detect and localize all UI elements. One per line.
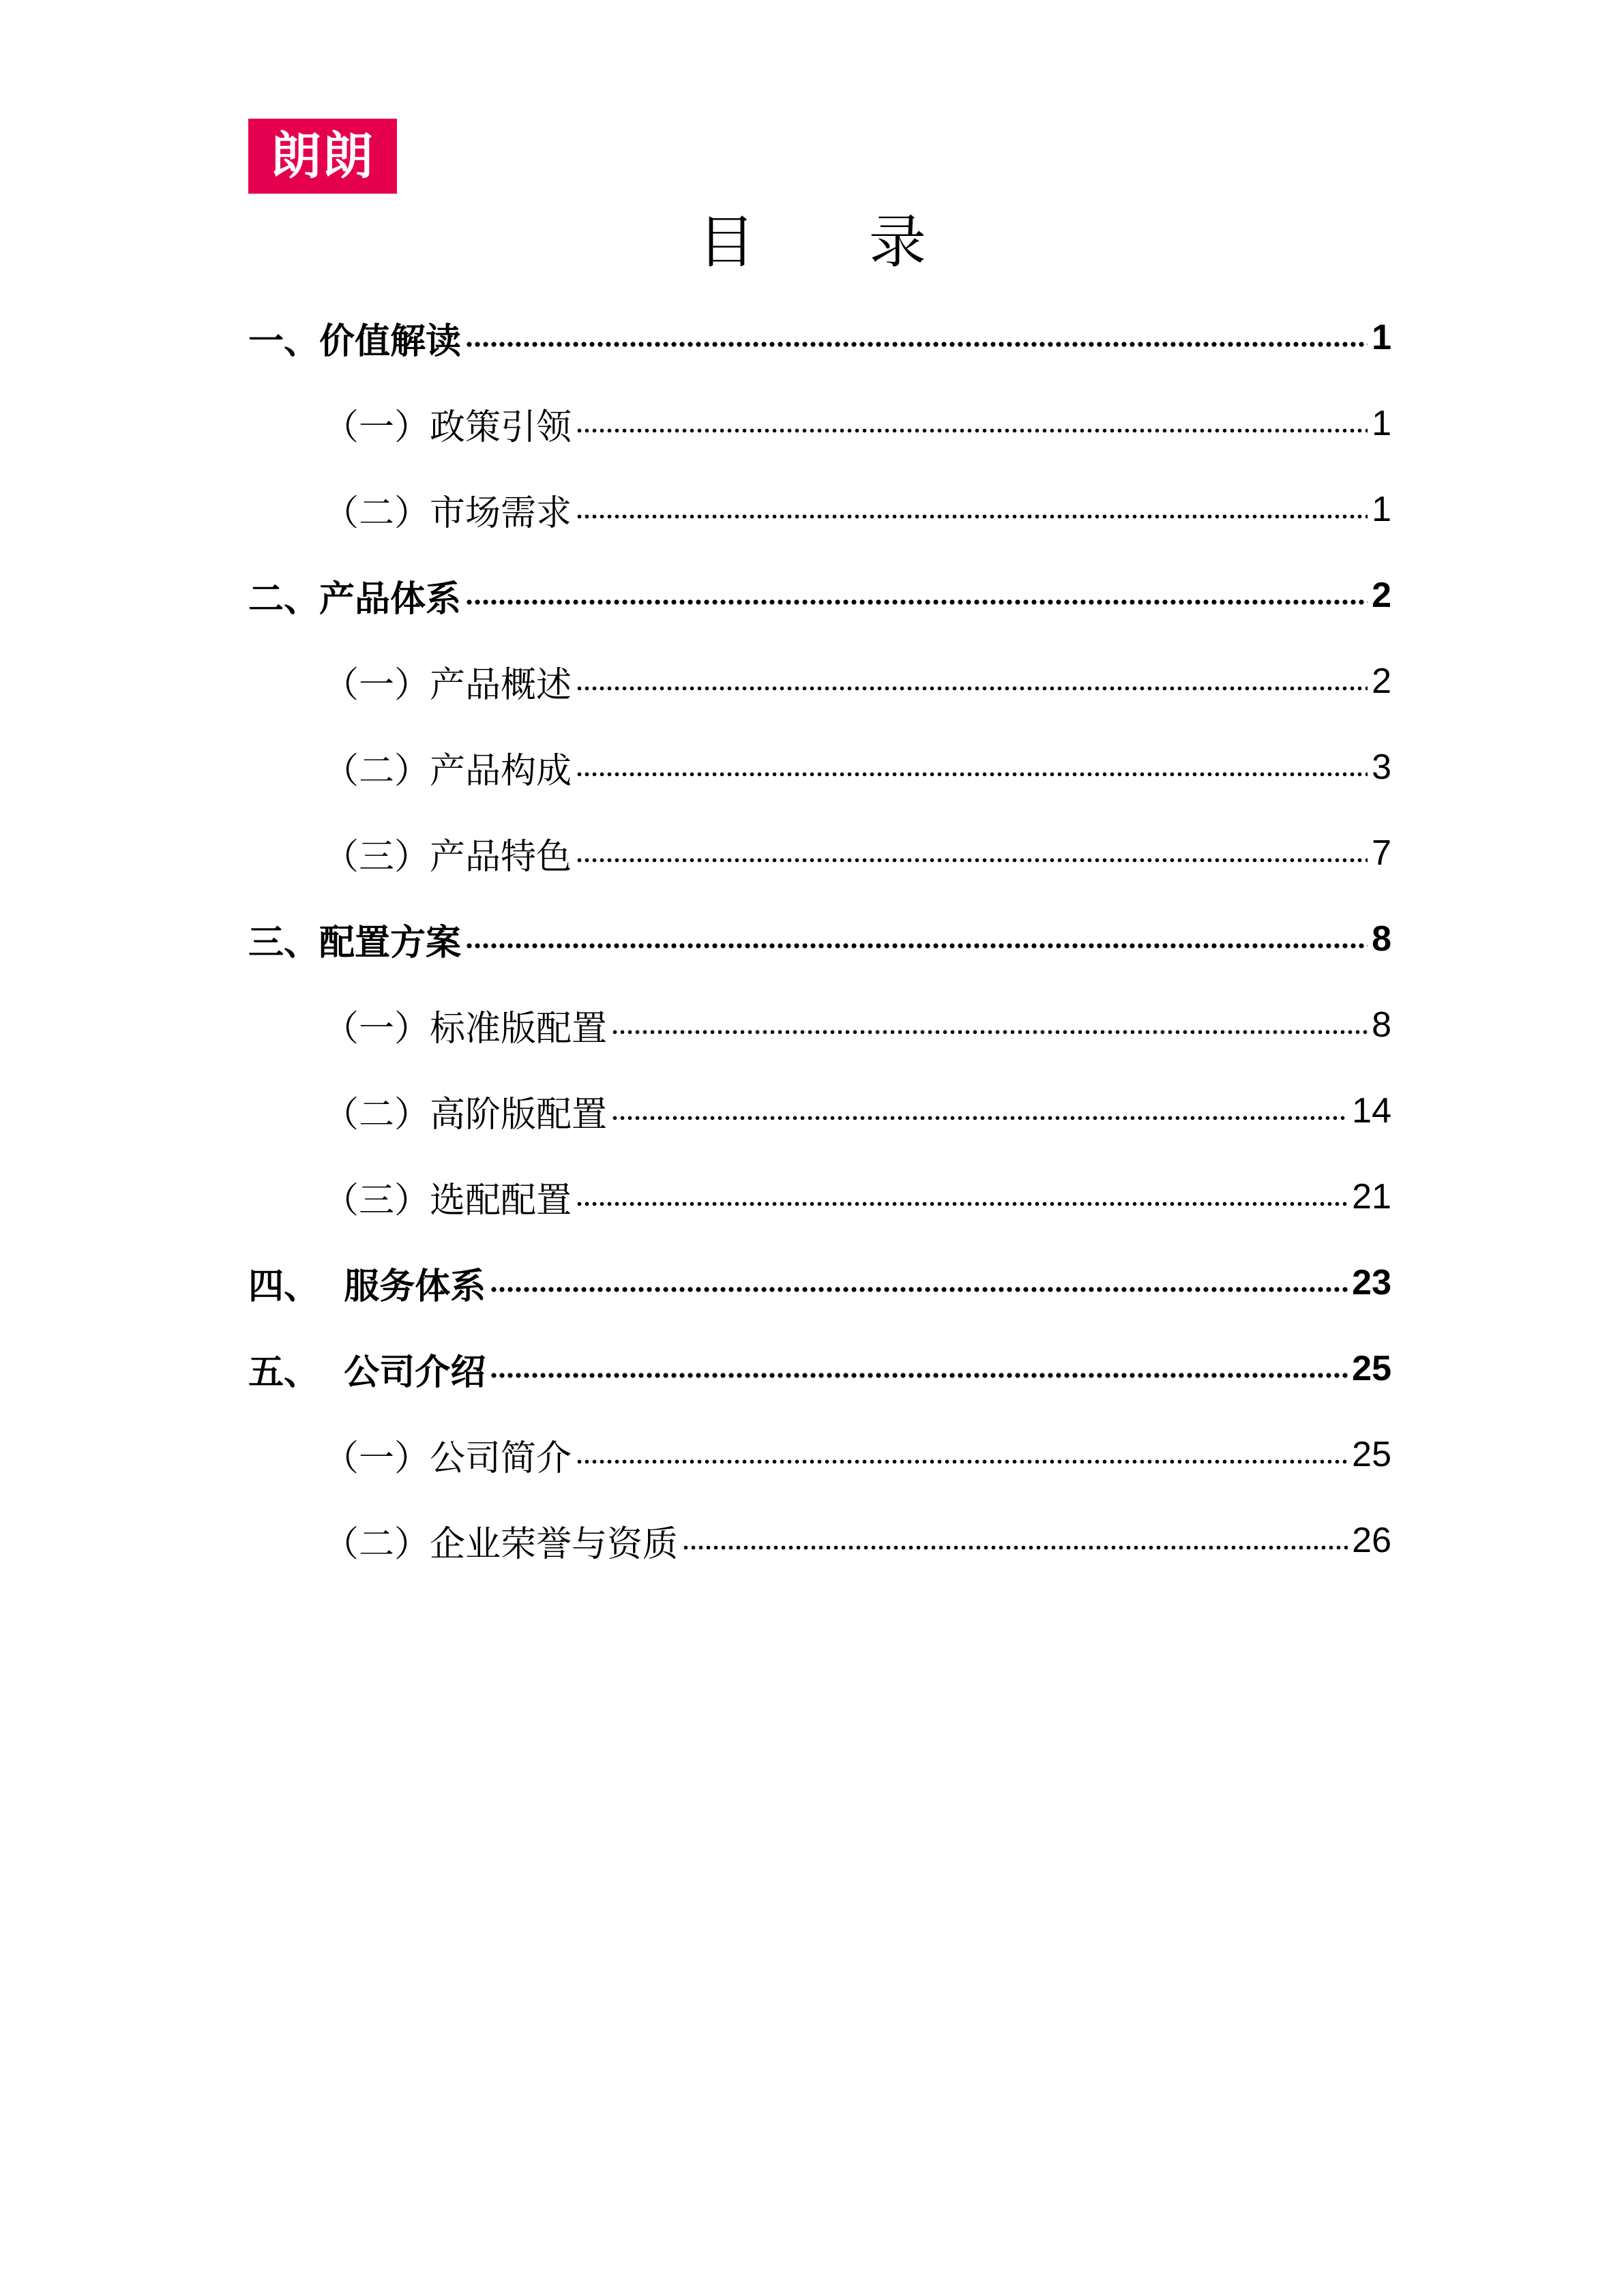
toc-entry-service-system[interactable] bbox=[248, 1240, 1391, 1326]
toc-entry-standard-config[interactable] bbox=[248, 982, 1391, 1068]
toc-entry-product-overview[interactable] bbox=[248, 638, 1391, 724]
dot-leader bbox=[490, 1283, 1348, 1296]
toc-entry-label: （二）高阶版配置 bbox=[323, 1094, 608, 1135]
toc-entry-page: 1 bbox=[1372, 404, 1391, 443]
dot-leader bbox=[465, 338, 1368, 351]
toc-entry-company-intro[interactable] bbox=[248, 1326, 1391, 1412]
toc-entry-page: 26 bbox=[1352, 1521, 1391, 1560]
dot-leader bbox=[465, 595, 1368, 609]
toc-entry-label: （二）产品构成 bbox=[323, 750, 572, 792]
dot-leader bbox=[576, 1197, 1348, 1210]
toc-entry-honors-qualifications[interactable] bbox=[248, 1497, 1391, 1583]
toc-entry-market-demand[interactable] bbox=[248, 466, 1391, 552]
dot-leader bbox=[576, 1455, 1348, 1468]
dot-leader bbox=[576, 681, 1368, 695]
dot-leader bbox=[611, 1025, 1368, 1039]
toc-entry-page: 3 bbox=[1372, 747, 1391, 787]
dot-leader bbox=[465, 939, 1368, 953]
toc-entry-page: 2 bbox=[1372, 576, 1391, 615]
dot-leader bbox=[576, 423, 1368, 437]
toc-entry-page: 25 bbox=[1352, 1349, 1391, 1388]
toc-entry-label: （二）企业荣誉与资质 bbox=[323, 1523, 679, 1565]
toc-entry-product-features[interactable] bbox=[248, 810, 1391, 896]
toc-entry-page: 14 bbox=[1352, 1091, 1391, 1131]
toc-entry-page: 1 bbox=[1372, 318, 1391, 357]
toc-entry-advanced-config[interactable] bbox=[248, 1068, 1391, 1154]
toc-entry-label: 五、 公司介绍 bbox=[248, 1352, 486, 1393]
dot-leader bbox=[576, 853, 1368, 867]
toc-entry-configuration-plan[interactable] bbox=[248, 896, 1391, 982]
toc-entry-optional-config[interactable] bbox=[248, 1154, 1391, 1240]
toc-entry-product-composition[interactable] bbox=[248, 724, 1391, 810]
toc-entry-product-system[interactable] bbox=[248, 552, 1391, 638]
toc-entry-page: 8 bbox=[1372, 1005, 1391, 1045]
toc-entry-page: 25 bbox=[1352, 1435, 1391, 1474]
toc-entry-page: 8 bbox=[1372, 919, 1391, 959]
dot-leader bbox=[576, 509, 1368, 523]
dot-leader bbox=[490, 1369, 1348, 1382]
toc-entry-page: 23 bbox=[1352, 1263, 1391, 1302]
toc-entry-label: （一）政策引领 bbox=[323, 406, 572, 448]
toc-entry-label: 一、价值解读 bbox=[248, 320, 462, 362]
toc-entry-company-profile[interactable] bbox=[248, 1412, 1391, 1497]
toc-entry-page: 7 bbox=[1372, 833, 1391, 873]
dot-leader bbox=[611, 1111, 1348, 1124]
toc-entry-value-interpretation[interactable] bbox=[248, 295, 1391, 381]
toc-entry-label: （一）产品概述 bbox=[323, 664, 572, 706]
toc-entry-label: （一）标准版配置 bbox=[323, 1008, 608, 1049]
brand-logo: 朗朗 bbox=[248, 119, 397, 194]
toc-entry-page: 21 bbox=[1352, 1177, 1391, 1217]
toc-entry-label: （三）选配配置 bbox=[323, 1180, 572, 1221]
toc-entry-page: 2 bbox=[1372, 661, 1391, 701]
toc-entry-label: （二）市场需求 bbox=[323, 492, 572, 534]
table-of-contents bbox=[248, 295, 1391, 1583]
dot-leader bbox=[576, 767, 1368, 781]
dot-leader bbox=[682, 1540, 1348, 1554]
toc-entry-label: （三）产品特色 bbox=[323, 836, 572, 878]
toc-entry-label: 三、配置方案 bbox=[248, 922, 462, 964]
toc-entry-label: 二、产品体系 bbox=[248, 578, 462, 620]
toc-entry-label: （一）公司简介 bbox=[323, 1437, 572, 1479]
page-title: 目 录 bbox=[698, 209, 974, 275]
toc-entry-policy-guidance[interactable] bbox=[248, 381, 1391, 466]
toc-entry-label: 四、 服务体系 bbox=[248, 1266, 486, 1307]
toc-entry-page: 1 bbox=[1372, 490, 1391, 529]
